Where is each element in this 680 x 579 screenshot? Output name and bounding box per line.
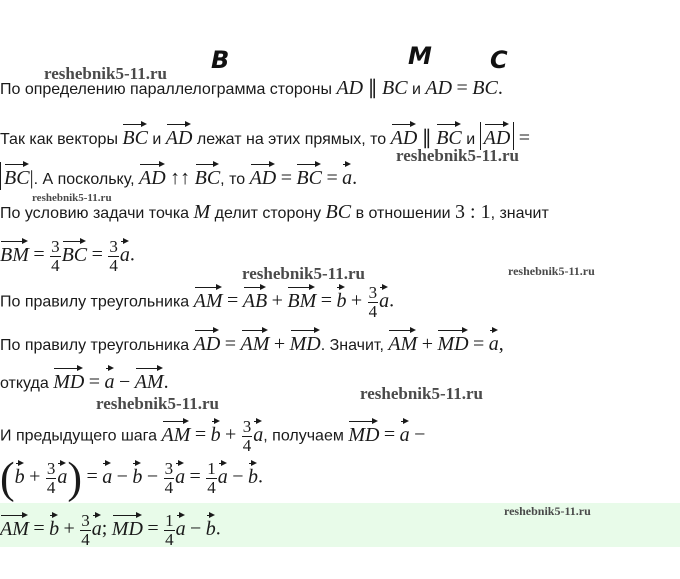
watermark: reshebnik5-11.ru [44,64,167,83]
line-3: BC|. А поскольку, AD ↑↑ BC, то AD = BC = a. [0,162,357,190]
watermark: reshebnik5-11.ru [396,146,519,165]
line-6: По правилу треугольника AM = AB + BM = b + $\frac{3}{4}$ a. [0,283,395,321]
point-label-b: B [211,46,230,74]
line-answer: AM = b + $\frac{3}{4}$ a; MD = $\frac{1}{4}$ a − b. [0,511,221,549]
watermark: reshebnik5-11.ru [96,394,219,413]
line-1: По определению параллелограмма стороны AD ∥ BC и AD = BC. [0,77,503,99]
line-7: По правилу треугольника AD = AM + MD. Значит, AM + MD = a, [0,328,504,356]
line-5: BM = $\frac{3}{4}$ BC = $\frac{3}{4}$ a. [0,237,135,275]
point-label-c: C [490,46,508,74]
line-2: Так как векторы BC и AD лежат на этих прямых, то AD ∥ BC и AD = [0,122,530,150]
watermark: reshebnik5-11.ru [504,504,591,518]
line-8: откуда MD = a − AM. [0,366,169,394]
watermark: reshebnik5-11.ru [32,192,112,204]
point-label-m: M [408,42,432,70]
line-9: И предыдущего шага AM = b + $\frac{3}{4}$ a, получаем MD = a − [0,417,426,455]
watermark: reshebnik5-11.ru [242,264,365,283]
watermark: reshebnik5-11.ru [360,384,483,403]
watermark: reshebnik5-11.ru [508,264,595,278]
line-10: (b + $\frac{3}{4}$ a) = a − b − $\frac{3}{4}$ a = $\frac{1}{4}$ a − b. [0,453,263,503]
line-4: По условию задачи точка M делит сторону BC в отношении 3 : 1, значит [0,201,549,223]
